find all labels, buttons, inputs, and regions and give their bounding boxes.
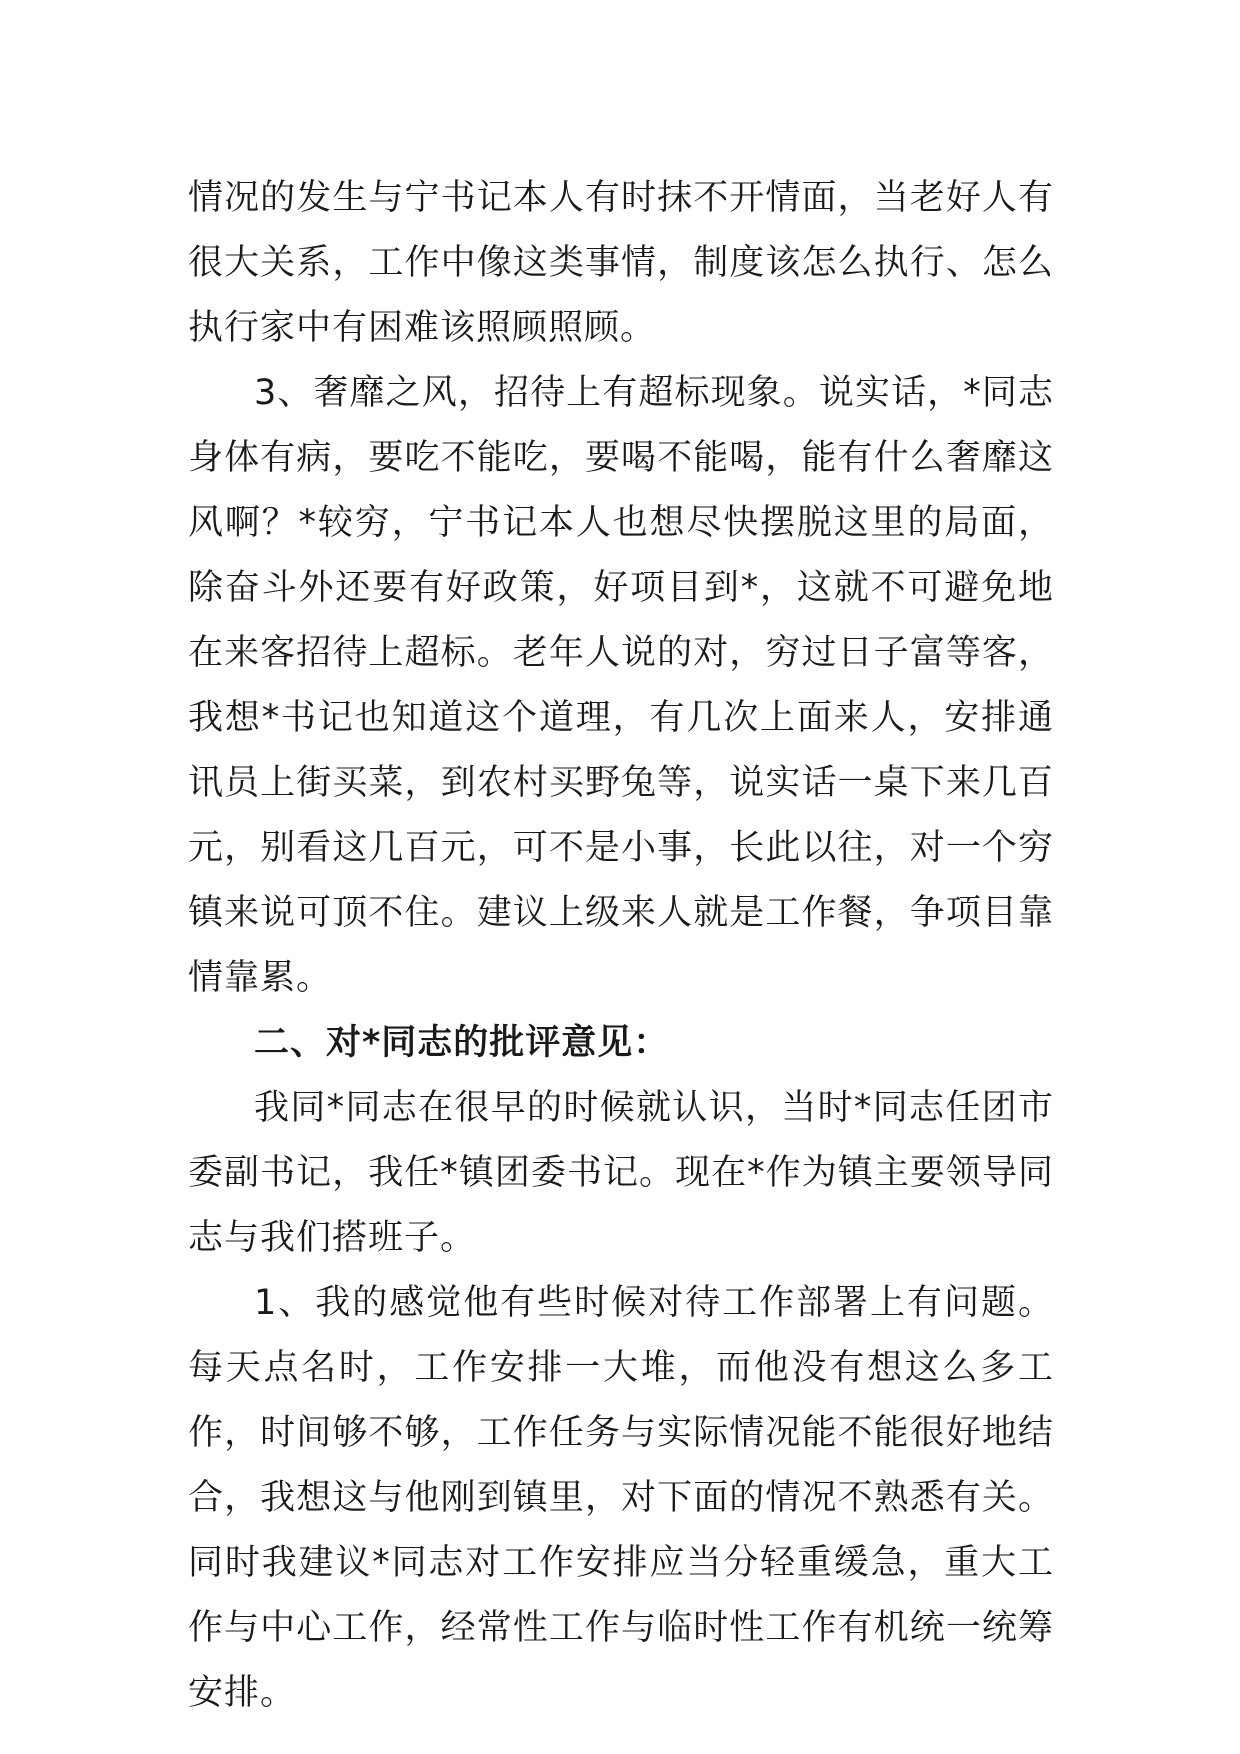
paragraph-item-1-work-deployment: 1、我的感觉他有些时候对待工作部署上有问题。每天点名时，工作安排一大堆，而他没有想这么多工作，时间够不够，工作任务与实际情况能不能很好地结合，我想这与他刚到镇里，对下面的情况不熟悉有关。同时我建议*同志对工作安排应当分轻重缓急，重大工作与中心工作，经常性工作与临时性工作有机统一统筹安排。: [188, 1283, 1054, 1713]
paragraph-item-3-extravagance: 3、奢靡之风，招待上有超标现象。说实话，*同志身体有病，要吃不能吃，要喝不能喝，能有什么奢靡这风啊？*较穷，宁书记本人也想尽快摆脱这里的局面，除奋斗外还要有好政策，好项目到*，这就不可避免地在来客招待上超标。老年人说的对，穷过日子富等客，我想*书记也知道这个道理，有几次上面来人，安排通讯员上街买菜，到农村买野兔等，说实话一桌下来几百元，别看这几百元，可不是小事，长此以往，对一个穷镇来说可顶不住。建议上级来人就是工作餐，争项目靠情靠累。: [188, 373, 1054, 998]
paragraph-intro: 我同*同志在很早的时候就认识，当时*同志任团市委副书记，我任*镇团委书记。现在*作为镇主要领导同志与我们搭班子。: [188, 1088, 1054, 1258]
section-heading-criticism: 二、对*同志的批评意见：: [254, 1023, 670, 1063]
paragraph-continuation: 情况的发生与宁书记本人有时抹不开情面，当老好人有很大关系，工作中像这类事情，制度该怎么执行、怎么执行家中有困难该照顾照顾。: [188, 178, 1054, 348]
document-body: [188, 166, 1054, 1726]
